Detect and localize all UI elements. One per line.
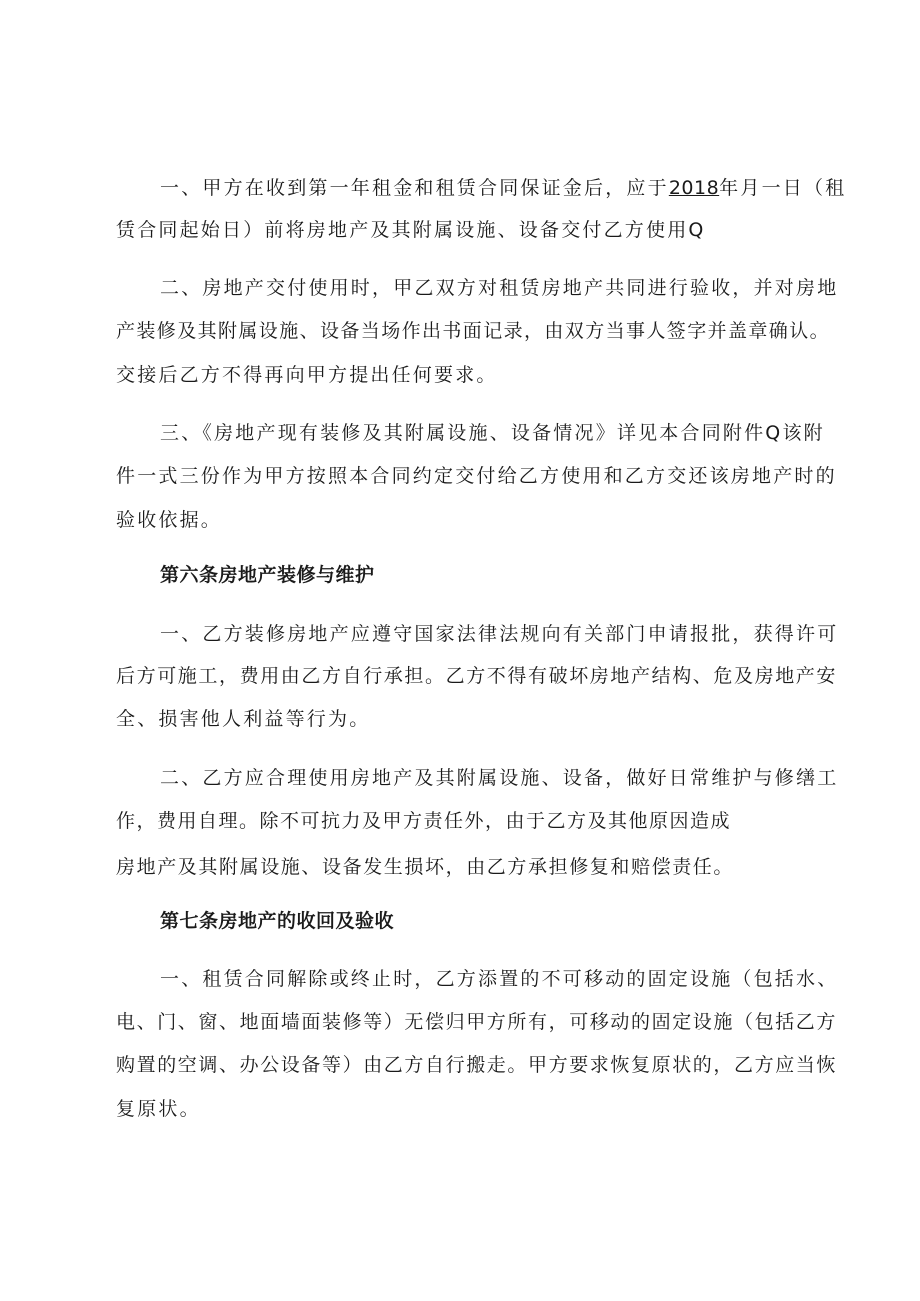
- clause5-p1-line1: [160, 176, 846, 200]
- clause6-p1-line1: 一、乙方装修房地产应遵守国家法律法规向有关部门申请报批，获得许可: [160, 623, 839, 645]
- clause6-p2-line3: 房地产及其附属设施、设备发生损坏，由乙方承担修复和赔偿责任。: [116, 856, 735, 878]
- clause5-p1-year: 2018: [668, 177, 720, 199]
- clause5-p2-line1: 二、房地产交付使用时，甲乙双方对租赁房地产共同进行验收，并对房地: [160, 277, 839, 299]
- clause5-p1-text-post: 年月一日（租: [719, 177, 847, 199]
- clause7-p1-line1: 一、租赁合同解除或终止时，乙方添置的不可移动的固定设施（包括水、: [160, 968, 839, 990]
- clause7-p1-line4: 复原状。: [116, 1098, 201, 1120]
- clause6-p2-line1: 二、乙方应合理使用房地产及其附属设施、设备，做好日常维护与修缮工: [160, 767, 839, 789]
- clause6-p1-line3: 全、损害他人利益等行为。: [116, 708, 371, 730]
- clause5-p3-line3: 验收依据。: [116, 509, 223, 531]
- clause7-title: 第七条房地产的收回及验收: [160, 910, 395, 932]
- clause6-p2-line2: 作，费用自理。除不可抗力及甲方责任外，由于乙方及其他原因造成: [116, 810, 732, 832]
- clause6-p1-line2: 后方可施工，费用由乙方自行承担。乙方不得有破坏房地产结构、危及房地产安: [116, 665, 838, 687]
- clause5-p3-line2: 件一式三份作为甲方按照本合同约定交付给乙方使用和乙方交还该房地产时的: [116, 465, 837, 487]
- clause5-p3-line1: 三、《房地产现有装修及其附属设施、设备情况》详见本合同附件Q该附: [160, 422, 825, 444]
- clause5-p1-text-pre: 一、甲方在收到第一年租金和租赁合同保证金后，应于: [160, 177, 669, 199]
- clause5-p1-line2: 赁合同起始日）前将房地产及其附属设施、设备交付乙方使用Q: [116, 219, 706, 241]
- clause6-title: 第六条房地产装修与维护: [160, 564, 375, 586]
- clause7-p1-line3: 购置的空调、办公设备等）由乙方自行搬走。甲方要求恢复原状的，乙方应当恢: [116, 1054, 838, 1076]
- clause7-p1-line2: 电、门、窗、地面墙面装修等）无偿归甲方所有，可移动的固定设施（包括乙方: [116, 1011, 838, 1033]
- clause5-p2-line3: 交接后乙方不得再向甲方提出任何要求。: [116, 364, 498, 386]
- clause5-p2-line2: 产装修及其附属设施、设备当场作出书面记录，由双方当事人签字并盖章确认。: [116, 320, 831, 342]
